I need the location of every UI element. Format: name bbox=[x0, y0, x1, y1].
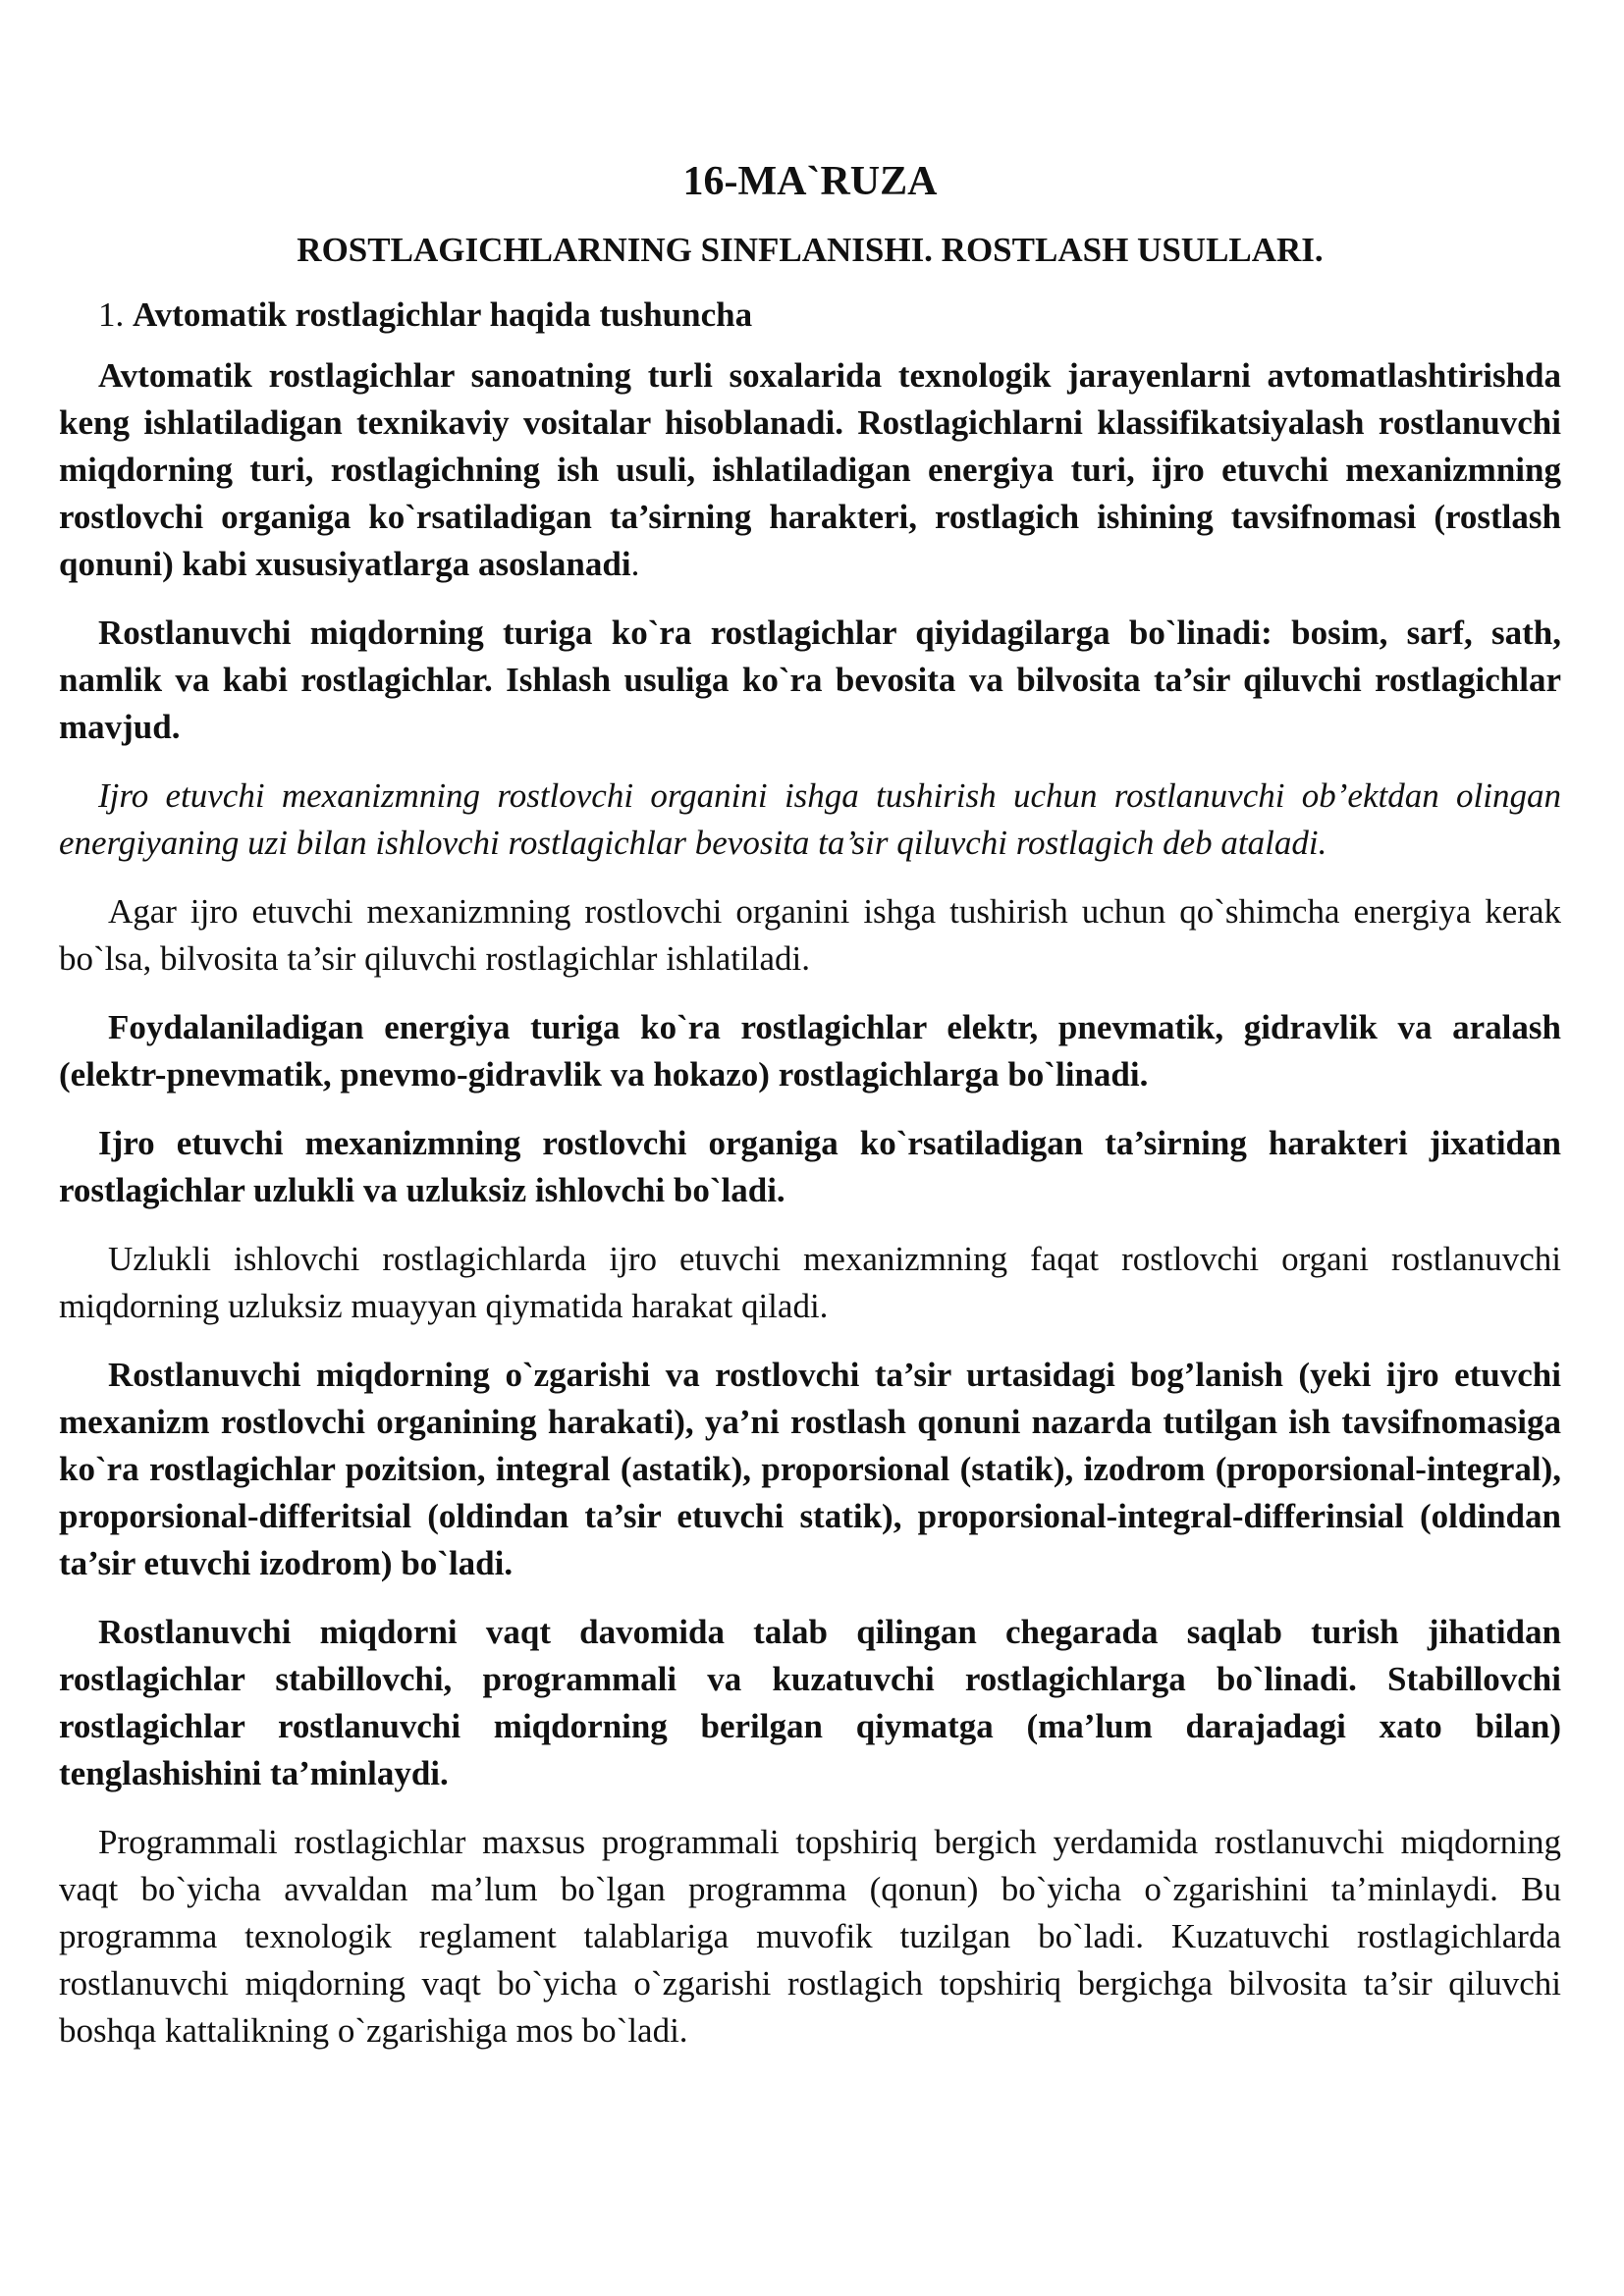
paragraph-8: Rostlanuvchi miqdorning o`zgarishi va rostlovchi ta’sir urtasidagi bog’lanish (yeki ijro etuvchi mexanizm rostlovchi organining harakati), ya’ni rostlash qonuni nazarda tutilgan ish tavsifnomasiga ko`ra rostlagichlar pozitsion, integral (astatik), proporsional (statik), izodrom (proporsional-integral), proporsional-differitsial (oldindan ta’sir etuvchi statik), proporsional-integral-differinsial (oldindan ta’sir etuvchi izodrom) bo`ladi. bbox=[59, 1355, 1561, 1582]
section-title: Avtomatik rostlagichlar haqida tushuncha bbox=[133, 294, 753, 334]
paragraph-9: Rostlanuvchi miqdorni vaqt davomida talab qilingan chegarada saqlab turish jihatidan rostlagichlar stabillovchi, programmali va kuzatuvchi rostlagichlarga bo`linadi. Stabillovchi rostlagichlar rostlanuvchi miqdorning berilgan qiymatga (ma’lum darajadagi xato bilan) tenglashishini ta’minlaydi. bbox=[59, 1612, 1561, 1792]
paragraph-3: Ijro etuvchi mexanizmning rostlovchi organini ishga tushirish uchun rostlanuvchi ob’ektdan olingan energiyaning uzi bilan ishlovchi rostlagichlar bevosita ta’sir qiluvchi rostlagich deb ataladi. bbox=[59, 775, 1561, 862]
lecture-subtitle: ROSTLAGICHLARNING SINFLANISHI. ROSTLASH USULLARI. bbox=[297, 231, 1324, 270]
document-page bbox=[59, 157, 1561, 2076]
paragraph-7: Uzlukli ishlovchi rostlagichlarda ijro etuvchi mexanizmning faqat rostlovchi organi rostlanuvchi miqdorning uzluksiz muayyan qiymatida harakat qiladi. bbox=[59, 1239, 1561, 1325]
paragraph-6: Ijro etuvchi mexanizmning rostlovchi organiga ko`rsatiladigan ta’sirning harakteri jixatidan rostlagichlar uzlukli va uzluksiz ishlovchi bo`ladi. bbox=[59, 1123, 1561, 1209]
section-number: 1. bbox=[98, 294, 125, 334]
lecture-title: 16-MA`RUZA bbox=[682, 159, 938, 204]
section-heading bbox=[59, 291, 1561, 339]
paragraph-1-end: . bbox=[630, 544, 640, 583]
paragraph-1-text: Avtomatik rostlagichlar sanoatning turli soxalarida texnologik jarayenlarni avtomatlashtirishda keng ishlatiladigan texnikaviy vositalar hisoblanadi. Rostlagichlarni klassifikatsiyalash rostlanuvchi miqdorning turi, rostlagichning ish usuli, ishlatiladigan energiya turi, ijro etuvchi mexanizmning rostlovchi organiga ko`rsatiladigan ta’sirning harakteri, rostlagich ishining tavsifnomasi (rostlash qonuni) kabi xususiyatlarga asoslanadi bbox=[59, 355, 1561, 583]
paragraph-1 bbox=[59, 352, 1561, 588]
paragraph-10: Programmali rostlagichlar maxsus programmali topshiriq bergich yerdamida rostlanuvchi miqdorning vaqt bo`yicha avvaldan ma’lum bo`lgan programma (qonun) bo`yicha o`zgarishini ta’minlaydi. Bu programma texnologik reglament talablariga muvofik tuzilgan bo`ladi. Kuzatuvchi rostlagichlarda rostlanuvchi miqdorning vaqt bo`yicha o`zgarishi rostlagich topshiriq bergichga bilvosita ta’sir qiluvchi boshqa kattalikning o`zgarishiga mos bo`ladi. bbox=[59, 1822, 1561, 2050]
paragraph-5: Foydalaniladigan energiya turiga ko`ra rostlagichlar elektr, pnevmatik, gidravlik va aralash (elektr-pnevmatik, pnevmo-gidravlik va hokazo) rostlagichlarga bo`linadi. bbox=[59, 1007, 1561, 1094]
paragraph-4: Agar ijro etuvchi mexanizmning rostlovchi organini ishga tushirish uchun qo`shimcha energiya kerak bo`lsa, bilvosita ta’sir qiluvchi rostlagichlar ishlatiladi. bbox=[59, 891, 1561, 978]
paragraph-2: Rostlanuvchi miqdorning turiga ko`ra rostlagichlar qiyidagilarga bo`linadi: bosim, sarf, sath, namlik va kabi rostlagichlar. Ishlash usuliga ko`ra bevosita va bilvosita ta’sir qiluvchi rostlagichlar mavjud. bbox=[59, 613, 1561, 746]
